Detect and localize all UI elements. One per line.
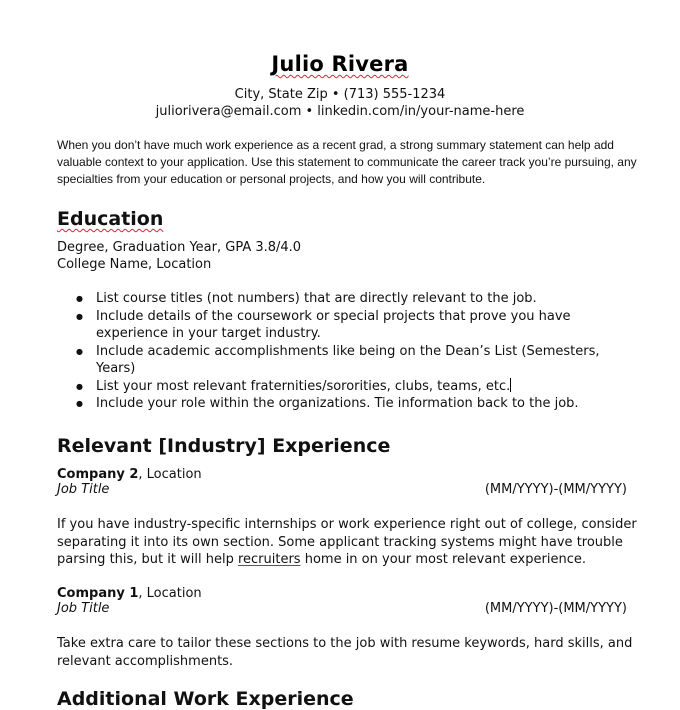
job-description: Take extra care to tailor these sections to the job with resume keywords, hard skills, and relevant accomplishments. [57,636,633,669]
education-heading-text: Education [57,208,164,230]
list-item: ● Include academic accomplishments like being on the Dean’s List (Semesters, Years) [76,343,636,378]
college-line: College Name, Location [57,257,212,272]
list-item [76,378,636,396]
summary-statement: When you don’t have much work experience as a recent grad, a strong summary statement can help add valuable context to your application. Use this statement to communicate the career track you’re pursuing, any specialties from your education or personal projects, and how you will contribute. [57,138,637,186]
spellcheck-word: recruiters [237,552,301,567]
job-dates: (MM/YYYY)-(MM/YYYY) [484,482,627,497]
company-name: Company 2 [57,467,139,482]
company-name: Company 1 [57,586,139,601]
job-description-text: home in on your most relevant experience. [300,552,586,567]
job-company-line [57,586,202,601]
job-description [57,516,637,569]
text-cursor [510,378,511,392]
education-heading [57,208,163,230]
list-item: ● List course titles (not numbers) that are directly relevant to the job. [76,290,636,308]
list-item-text: List your most relevant fraternities/sororities, clubs, teams, etc. [96,378,511,394]
experience-heading: Relevant [Industry] Experience [57,435,391,457]
list-item: ● Include details of the coursework or special projects that prove you have experience in your target industry. [76,308,636,343]
applicant-name [0,52,680,76]
company-location: , Location [138,467,202,482]
additional-experience-heading: Additional Work Experience [57,688,354,710]
applicant-name-text: Julio Rivera [271,52,409,76]
job-title: Job Title [57,601,110,616]
job-description-text: If you have industry-specific internships or work experience right out of college, consider separating it into its own section. Some applicant tracking systems might have trouble parsing this, but it will help [57,517,637,567]
job-dates: (MM/YYYY)-(MM/YYYY) [484,601,627,616]
job-company-line [57,467,202,482]
contact-line-email-linkedin: juliorivera@email.com • linkedin.com/in/your-name-here [155,104,525,119]
job-title: Job Title [57,482,110,497]
company-location: , Location [138,586,202,601]
education-bullet-list [76,290,636,413]
degree-line: Degree, Graduation Year, GPA 3.8/4.0 [57,240,302,255]
list-item: ● Include your role within the organizations. Tie information back to the job. [76,395,636,413]
contact-line-location-phone: City, State Zip • (713) 555-1234 [234,87,446,102]
